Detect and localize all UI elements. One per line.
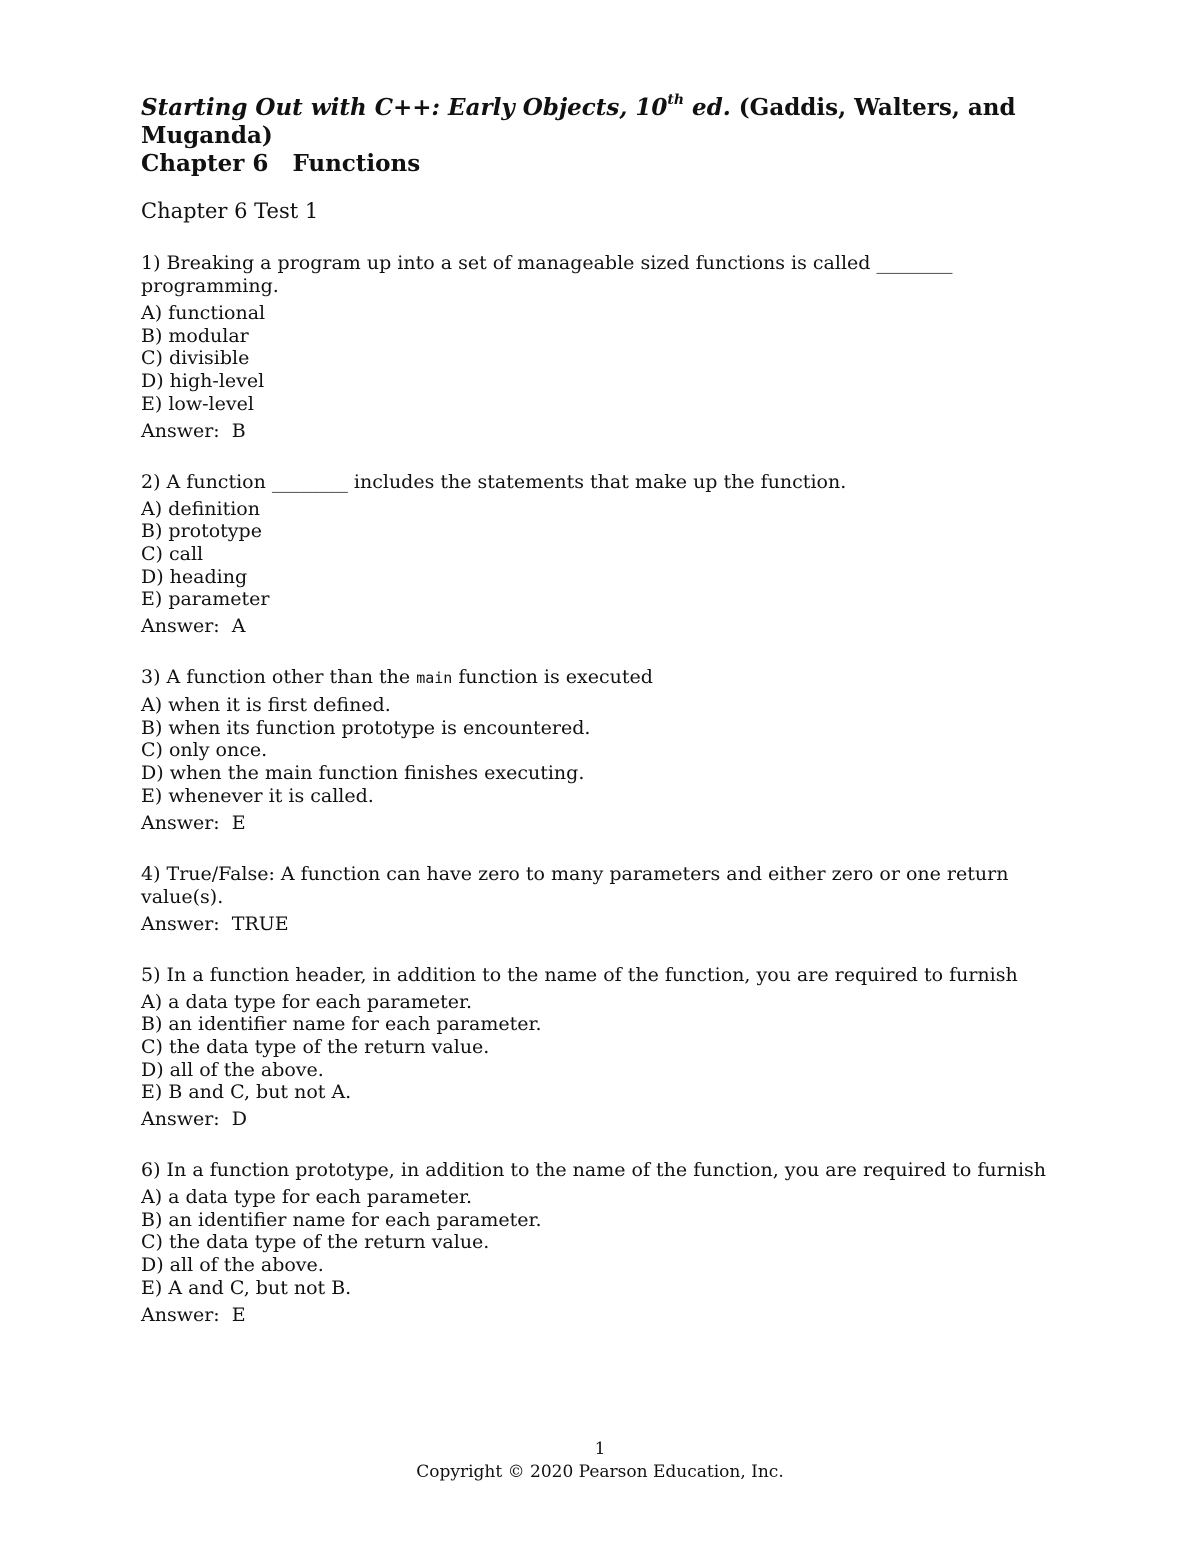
question-4 <box>141 863 1056 936</box>
option-b: B) prototype <box>141 520 262 543</box>
option-e: E) B and C, but not A. <box>141 1081 352 1104</box>
answer-options <box>141 302 1056 416</box>
answer-key: Answer: TRUE <box>141 912 289 935</box>
option-c: C) only once. <box>141 739 268 762</box>
answer-options <box>141 1186 1056 1300</box>
option-c: C) divisible <box>141 347 250 370</box>
book-title-line <box>141 94 1056 150</box>
answer-key: Answer: D <box>141 1108 248 1131</box>
option-d: D) when the main function finishes executing. <box>141 762 585 785</box>
option-b: B) modular <box>141 324 249 347</box>
edition-suffix: ed. <box>684 94 731 121</box>
option-e: E) whenever it is called. <box>141 784 374 807</box>
question-stem: 2) A function ________ includes the statements that make up the function. <box>141 470 847 493</box>
book-title <box>141 94 731 121</box>
option-d: D) all of the above. <box>141 1058 324 1081</box>
chapter-number: Chapter 6 <box>141 150 269 177</box>
page-content <box>141 94 1056 1327</box>
question-2 <box>141 471 1056 639</box>
option-c: C) the data type of the return value. <box>141 1035 490 1058</box>
option-e: E) low-level <box>141 392 254 415</box>
chapter-heading <box>141 150 1056 178</box>
answer-key: Answer: E <box>141 811 246 834</box>
option-a: A) a data type for each parameter. <box>141 1186 473 1209</box>
answer-key: Answer: E <box>141 1303 246 1326</box>
page-number: 1 <box>594 1439 606 1459</box>
question-6 <box>141 1159 1056 1327</box>
authors: (Gaddis, Walters, and Muganda) <box>141 94 1016 149</box>
option-a: A) a data type for each parameter. <box>141 990 473 1013</box>
question-3 <box>141 666 1056 835</box>
question-stem: 6) In a function prototype, in addition to the name of the function, you are required to furnish <box>141 1159 1047 1182</box>
question-stem: 5) In a function header, in addition to the name of the function, you are required to furnish <box>141 963 1018 986</box>
question-5 <box>141 964 1056 1132</box>
option-a: A) definition <box>141 497 260 520</box>
stem-text-before: 3) A function other than the <box>141 666 417 689</box>
option-e: E) A and C, but not B. <box>141 1276 352 1299</box>
chapter-title: Functions <box>292 150 421 177</box>
book-title-text: Starting Out with C++: Early Objects, 10 <box>141 94 668 121</box>
question-stem: 4) True/False: A function can have zero to many parameters and either zero or one return value(s). <box>141 862 1009 908</box>
option-b: B) an identifier name for each parameter. <box>141 1208 542 1231</box>
option-a: A) functional <box>141 302 266 324</box>
test-heading: Chapter 6 Test 1 <box>141 199 319 223</box>
answer-key: Answer: A <box>141 615 246 638</box>
option-c: C) the data type of the return value. <box>141 1231 490 1254</box>
question-stem <box>141 666 1056 690</box>
option-d: D) all of the above. <box>141 1254 324 1277</box>
code-keyword: main <box>416 669 453 688</box>
copyright-notice: Copyright © 2020 Pearson Education, Inc. <box>416 1462 784 1482</box>
option-a: A) when it is first defined. <box>141 694 391 717</box>
option-d: D) heading <box>141 565 248 588</box>
option-b: B) an identifier name for each parameter. <box>141 1013 542 1036</box>
question-1 <box>141 252 1056 443</box>
answer-options <box>141 498 1056 612</box>
stem-text-after: function is executed <box>452 666 653 689</box>
edition-superscript: th <box>667 92 685 109</box>
option-d: D) high-level <box>141 370 265 393</box>
answer-key: Answer: B <box>141 419 246 442</box>
answer-options <box>141 991 1056 1105</box>
answer-options <box>141 694 1056 808</box>
option-e: E) parameter <box>141 588 270 611</box>
option-c: C) call <box>141 542 204 565</box>
question-stem: 1) Breaking a program up into a set of manageable sized functions is called ________ programming. <box>141 252 953 297</box>
option-b: B) when its function prototype is encountered. <box>141 716 591 739</box>
